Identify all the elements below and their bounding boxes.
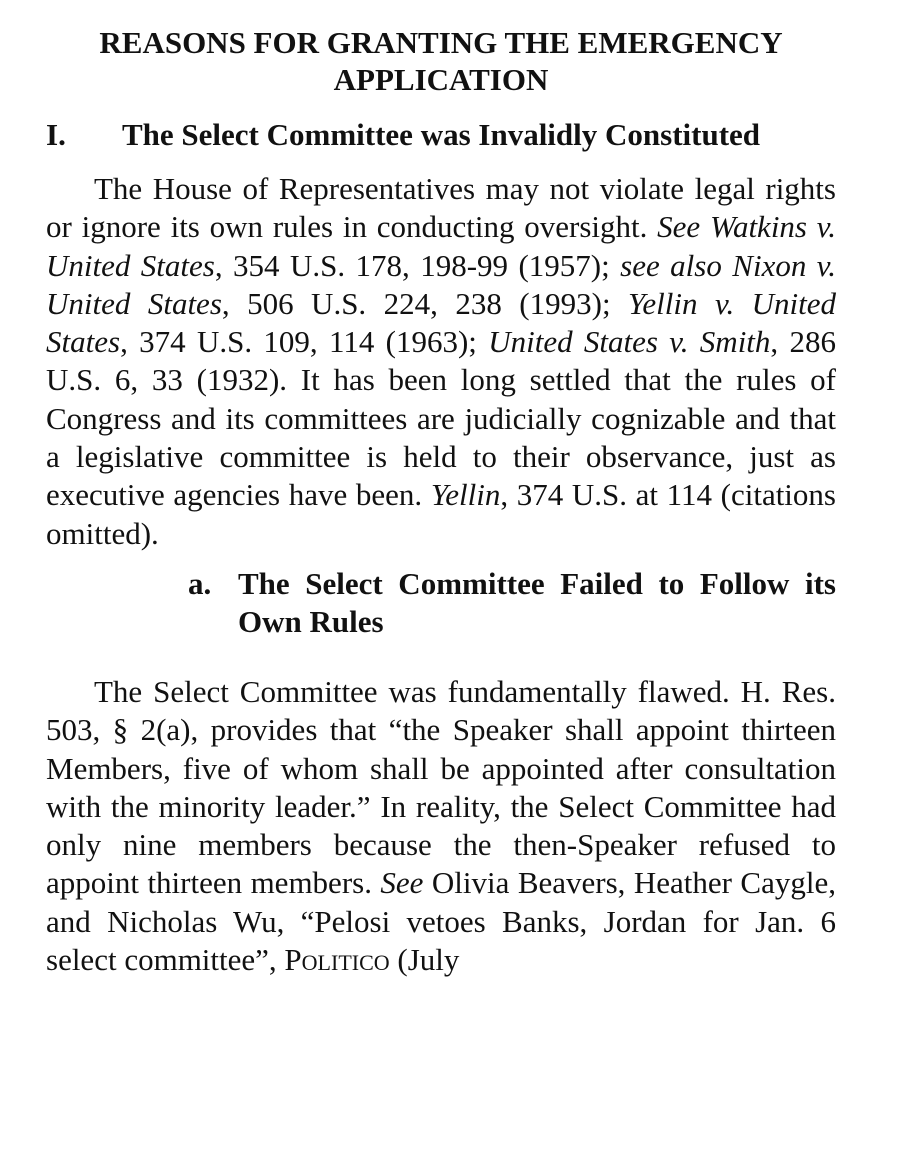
body-paragraph-2 [46,673,836,979]
paragraph-text: The House of Representatives may not violate legal rights or ignore its own rules in conducting oversight. [46,171,836,245]
paragraph-text: , 286 U.S. 6, 33 (1932). It has been long settled that the rules of Congress and its committees are judicially cognizable and that a legislative committee is held to their observance, just as executive agencies have been. [46,324,836,513]
publication-name: Politico [284,942,390,978]
paragraph-text: (July [389,942,460,978]
section-heading-1 [46,116,836,154]
subsection-letter: a. [188,565,212,601]
case-citation: Yellin v. United States [46,285,837,360]
section-heading-text: The Select Committee was Invalidly Constituted [122,117,761,152]
document-page [46,24,836,979]
case-citation: United States v. Smith [488,324,771,360]
subsection-heading-a [46,565,836,641]
page-title [46,24,836,98]
case-citation: Yellin [430,477,501,513]
title-line-1: REASONS FOR GRANTING THE EMERGENCY [99,25,783,60]
title-line-2: APPLICATION [333,62,549,97]
citation-detail: , 506 U.S. 224, 238 (1993); [221,285,629,321]
citation-detail: , 374 U.S. at 114 (citations omitted). [46,477,836,551]
paragraph-text: The Select Committee was fundamentally flawed. H. Res. 503, § 2(a), provides that “the Speaker shall appoint thirteen Members, five of whom shall be appointed after consultation with the minority leader.” In reality, the Select Committee had only nine members because the then-Speaker refused to appoint thirteen members. [46,673,836,901]
citation-detail: , 354 U.S. 178, 198-99 (1957); [214,247,621,283]
case-citation: See Watkins v. United States [46,209,836,283]
subsection-heading-text: The Select Committee Failed to Follow its Own Rules [238,565,836,639]
section-number: I. [46,117,66,152]
citation-detail: , 374 U.S. 109, 114 (1963); [120,324,489,360]
paragraph-text: Olivia Beavers, Heather Caygle, and Nicholas Wu, “Pelosi vetoes Banks, Jordan for Jan. 6 select committee”, [46,865,836,978]
case-citation: see also Nixon v. United States [46,247,836,321]
signal-see: See [380,865,424,901]
body-paragraph-1 [46,170,836,553]
